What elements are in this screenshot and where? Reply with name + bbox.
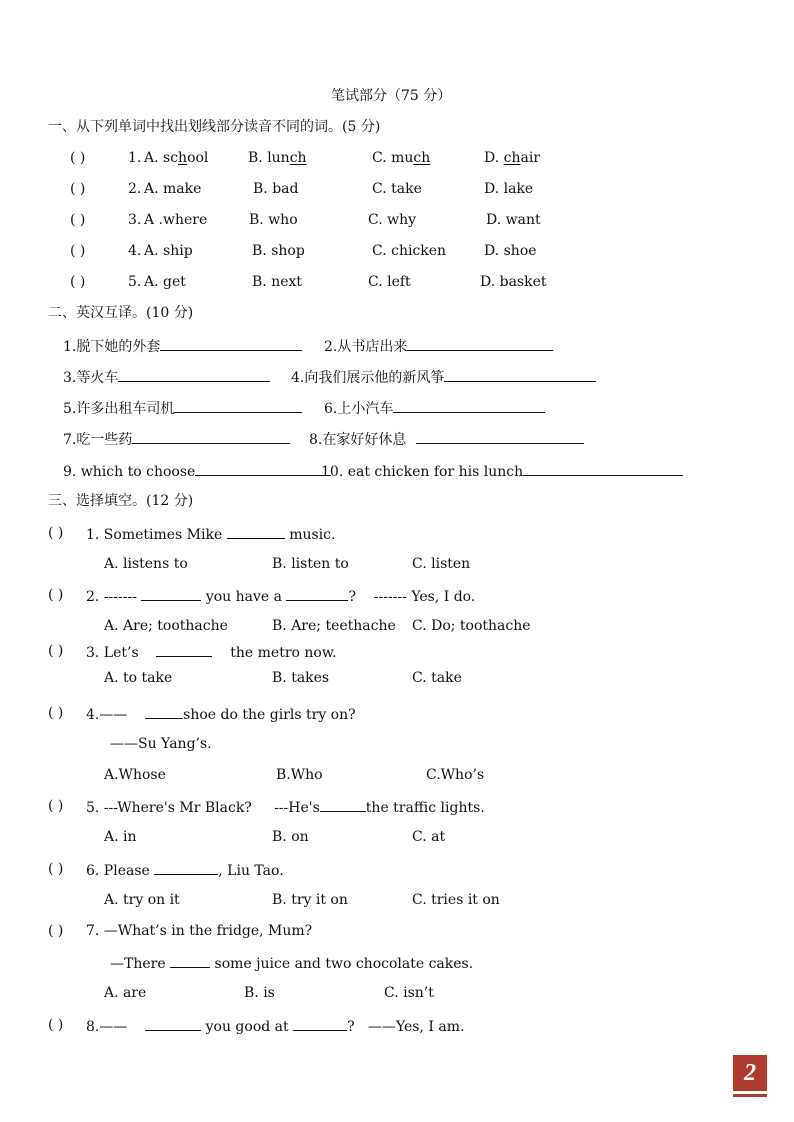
answer-blank[interactable] [141,586,201,601]
option-a: A. listens to [104,556,188,572]
answer-blank[interactable] [227,524,285,539]
translation-item-3: 3.等火车 [63,367,270,387]
answer-blank[interactable] [416,429,584,444]
answer-paren[interactable]: ( ) [70,212,86,228]
question-number: 2. [128,181,142,197]
answer-blank[interactable] [145,1016,201,1031]
option-a: A. try on it [104,892,180,908]
option-d: D. want [486,212,541,228]
translation-item-2: 2.从书店出来 [324,336,553,356]
answer-paren[interactable]: ( ) [70,243,86,259]
question-6: 6. Please , Liu Tao. [86,860,284,880]
answer-blank[interactable] [154,860,218,875]
option-a: A .where [144,212,208,228]
translation-item-8: 8.在家好好休息 [309,429,584,449]
option-a: A. get [144,274,186,290]
answer-blank[interactable] [393,398,545,413]
question-5: 5. ---Where's Mr Black? ---He's the traffic lights. [86,797,485,817]
question-number: 5. [128,274,142,290]
option-c: C. why [368,212,417,228]
answer-blank[interactable] [444,367,596,382]
question-2: 2. ------- you have a ? ------- Yes, I do. [86,586,475,606]
question-number: 1. [128,150,142,166]
option-a: A. Are; toothache [104,618,228,634]
option-b: B.Who [276,767,323,783]
answer-blank[interactable] [156,642,212,657]
answer-blank[interactable] [118,367,270,382]
question-7-line-2: —There some juice and two chocolate cakes. [110,953,473,973]
option-d: D. lake [484,181,534,197]
page-number-underline [733,1094,767,1097]
question-4: 4.—— shoe do the girls try on? [86,704,356,724]
translation-item-10: 10. eat chicken for his lunch [321,461,683,481]
option-a: A. ship [144,243,193,259]
translation-item-7: 7.吃一些药 [63,429,290,449]
question-8: 8.—— you good at ? ——Yes, I am. [86,1016,464,1036]
option-a: A. school [144,150,209,166]
answer-paren[interactable]: ( ) [70,150,86,166]
translation-item-6: 6.上小汽车 [324,398,545,418]
option-c: C. chicken [372,243,447,259]
option-b: B. takes [272,670,330,686]
option-c: C. take [372,181,422,197]
option-a: A. make [144,181,202,197]
answer-paren[interactable]: ( ) [70,274,86,290]
page-number-badge: 2 [733,1055,767,1091]
option-b: B. try it on [272,892,348,908]
option-a: A. in [104,829,137,845]
section2-heading: 二、英汉互译。(10 分) [48,305,194,321]
option-b: B. bad [253,181,299,197]
answer-blank[interactable] [195,461,331,476]
translation-item-5: 5.许多出租车司机 [63,398,302,418]
option-b: B. is [244,985,275,1001]
option-a: A.Whose [104,767,166,783]
question-number: 3. [128,212,142,228]
option-b: B. lunch [248,150,307,166]
option-c: C. Do; toothache [412,618,531,634]
page-title: 笔试部分（75 分） [331,88,452,104]
answer-blank[interactable] [145,704,183,719]
option-c: C. tries it on [412,892,500,908]
answer-paren[interactable]: ( ) [48,705,64,721]
question-number: 4. [128,243,142,259]
answer-blank[interactable] [170,953,210,968]
option-c: C. left [368,274,411,290]
answer-line: ——Su Yang’s. [110,736,212,752]
option-b: B. next [252,274,303,290]
question-3: 3. Let’s the metro now. [86,642,337,662]
answer-blank[interactable] [132,429,290,444]
option-b: B. listen to [272,556,349,572]
translation-item-4: 4.向我们展示他的新风筝 [291,367,596,387]
answer-blank[interactable] [523,461,683,476]
option-a: A. to take [104,670,173,686]
answer-blank[interactable] [174,398,302,413]
answer-paren[interactable]: ( ) [48,643,64,659]
answer-blank[interactable] [160,336,302,351]
option-c: C. at [412,829,446,845]
answer-blank[interactable] [286,586,348,601]
answer-paren[interactable]: ( ) [70,181,86,197]
answer-paren[interactable]: ( ) [48,525,64,541]
option-c: C.Who’s [426,767,485,783]
translation-item-9: 9. which to choose [63,461,331,481]
option-c: C. listen [412,556,471,572]
option-b: B. Are; teethache [272,618,396,634]
option-c: C. much [372,150,431,166]
answer-paren[interactable]: ( ) [48,1017,64,1033]
option-b: B. who [249,212,298,228]
answer-paren[interactable]: ( ) [48,587,64,603]
option-b: B. shop [252,243,305,259]
option-c: C. take [412,670,462,686]
option-d: D. basket [480,274,547,290]
option-a: A. are [104,985,147,1001]
answer-paren[interactable]: ( ) [48,923,64,939]
option-d: D. shoe [484,243,537,259]
answer-paren[interactable]: ( ) [48,861,64,877]
option-c: C. isn’t [384,985,434,1001]
question-7: 7. —What’s in the fridge, Mum? [86,923,313,939]
translation-item-1: 1.脱下她的外套 [63,336,302,356]
answer-blank[interactable] [407,336,553,351]
answer-blank[interactable] [293,1016,347,1031]
section1-heading: 一、从下列单词中找出划线部分读音不同的词。(5 分) [48,119,381,135]
option-b: B. on [272,829,309,845]
answer-blank[interactable] [320,797,366,812]
question-1: 1. Sometimes Mike music. [86,524,335,544]
answer-paren[interactable]: ( ) [48,798,64,814]
option-d: D. chair [484,150,541,166]
section3-heading: 三、选择填空。(12 分) [48,493,194,509]
